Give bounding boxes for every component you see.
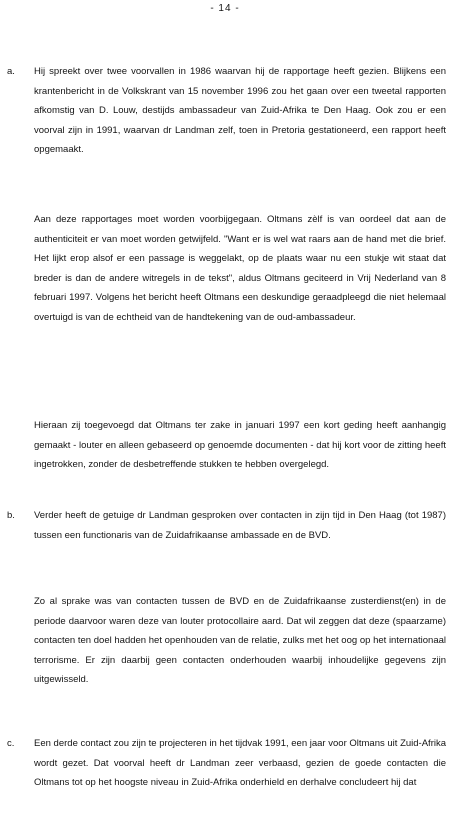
page-number: - 14 - (210, 3, 240, 14)
paragraph: Aan deze rapportages moet worden voorbijgegaan. Oltmans zèlf is van oordeel dat aan de authenticiteit er van moet worden getwijfeld. "Want er is wel wat raars aan de hand met die brief. Het lijkt erop alsof er een passage is weggelakt, op de plaats waar nu een stukje wit staat dat breder is dan de andere witregels in de tekst", aldus Oltmans geciteerd in Vrij Nederland van 8 februari 1997. Volgens het bericht heeft Oltmans een deskundige geraadpleegd die niet helemaal overtuigd is van de echtheid van de handtekening van de oud-ambassadeur. (34, 214, 446, 323)
paragraph: Hij spreekt over twee voorvallen in 1986 waarvan hij de rapportage heeft gezien. Blijkens een krantenbericht in de Volkskrant van 15 november 1996 zou het gaan over een tweetal rapporten afkomstig van D. Louw, destijds ambassadeur van Zuid-Afrika te Den Haag. Ook zou er een voorval zijn in 1991, waarvan dr Landman zelf, toen in Pretoria gestationeerd, een rapport heeft opgemaakt. (34, 66, 446, 156)
paragraph: Een derde contact zou zijn te projecteren in het tijdvak 1991, een jaar voor Oltmans uit Zuid-Afrika wordt gezet. Dat voorval heeft dr Landman zeer verbaasd, gezien de goede contacten die Oltmans tot op het hoogste niveau in Zuid-Afrika onderhield en derhalve concludeert hij dat (34, 738, 446, 789)
paragraph: Verder heeft de getuige dr Landman gesproken over contacten in zijn tijd in Den Haag (tot 1987) tussen een functionaris van de Zuidafrikaanse ambassade en de BVD. (34, 510, 446, 541)
item-marker: c. (7, 738, 15, 749)
paragraph: Hieraan zij toegevoegd dat Oltmans ter zake in januari 1997 een kort geding heeft aanhangig gemaakt - louter en alleen gebaseerd op genoemde documenten - dat hij kort voor de zitting heeft ingetrokken, zonder de desbetreffende stukken te hebben overgelegd. (34, 420, 446, 471)
item-marker: b. (7, 510, 15, 521)
item-marker: a. (7, 66, 15, 77)
paragraph: Zo al sprake was van contacten tussen de BVD en de Zuidafrikaanse zusterdienst(en) in de periode daarvoor waren deze van louter protocollaire aard. Dat wil zeggen dat deze (spaarzame) contacten ten doel hadden het openhouden van de relatie, zulks met het oog op het internationaal terrorisme. Er zijn daarbij geen contacten onderhouden waarbij inhoudelijke gegevens zijn uitgewisseld. (34, 596, 446, 686)
